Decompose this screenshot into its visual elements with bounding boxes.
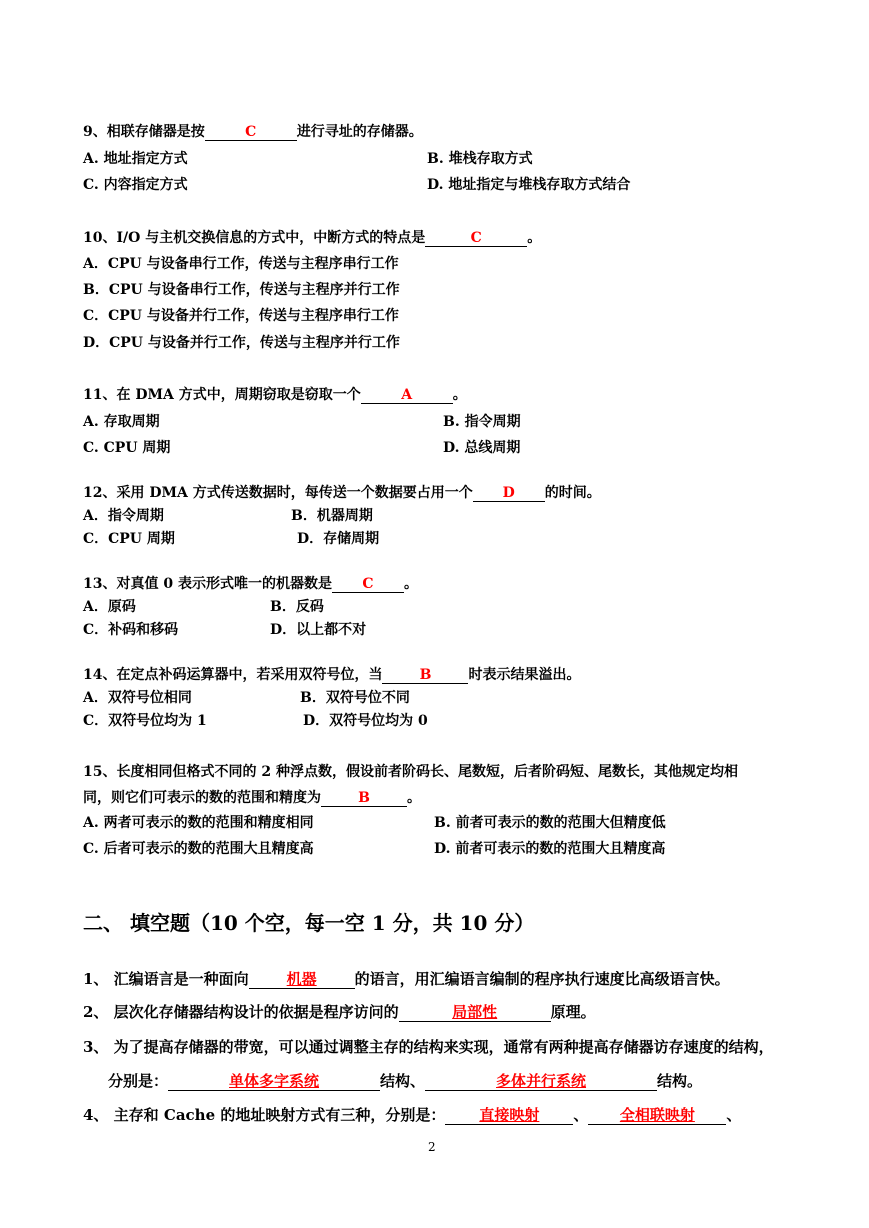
fill3-line2: [108, 1071, 702, 1091]
q10-blank: [425, 230, 527, 247]
fill2-blank: [399, 1003, 551, 1022]
q10-answer: C: [470, 230, 482, 246]
q12-answer: D: [502, 485, 515, 501]
q15-option-c: C. 后者可表示的数的范围大且精度高: [83, 841, 314, 857]
q15-blank: [321, 790, 407, 807]
q9-answer: C: [245, 124, 257, 140]
q15-option-b: B. 前者可表示的数的范围大但精度低: [434, 815, 666, 831]
q13-text: 13、对真值 0 表示形式唯一的机器数是: [83, 576, 332, 592]
q10-option-b: B．CPU 与设备串行工作，传送与主程序并行工作: [83, 282, 400, 298]
q15-stem-line2: [83, 789, 421, 807]
q12-blank: [473, 485, 545, 502]
q12-option-a: A．指令周期: [83, 508, 164, 524]
q13-stem: [83, 575, 418, 593]
q12-text-end: 的时间。: [544, 485, 601, 501]
q12-option-d: D．存储周期: [297, 531, 380, 547]
q14-option-c: C．双符号位均为 1: [83, 713, 207, 729]
q15-option-d: D. 前者可表示的数的范围大且精度高: [434, 841, 666, 857]
q11-option-b: B. 指令周期: [443, 414, 521, 430]
q9-option-c: C. 内容指定方式: [83, 177, 188, 193]
q9-option-a: A. 地址指定方式: [83, 151, 188, 167]
q14-stem: [83, 666, 580, 684]
page-number: 2: [428, 1140, 436, 1154]
fill2: [83, 1002, 596, 1022]
q15-answer: B: [358, 790, 370, 806]
fill1-text: 1、 汇编语言是一种面向: [83, 970, 249, 988]
fill4: [83, 1105, 741, 1125]
q15-text-end: 。: [407, 790, 421, 806]
q14-option-b: B．双符号位不同: [300, 690, 410, 706]
fill4-answer1: 直接映射: [479, 1106, 540, 1124]
fill4-answer2: 全相联映射: [619, 1106, 695, 1124]
fill2-answer: 局部性: [452, 1003, 498, 1021]
q12-text: 12、采用 DMA 方式传送数据时，每传送一个数据要占用一个: [83, 485, 473, 501]
q10-option-d: D．CPU 与设备并行工作，传送与主程序并行工作: [83, 335, 400, 351]
fill4-blank1: [445, 1106, 573, 1125]
section-heading: 二、 填空题（10 个空，每一空 1 分，共 10 分）: [83, 911, 535, 935]
q10-text-end: 。: [527, 230, 542, 246]
q14-text: 14、在定点补码运算器中，若采用双符号位，当: [83, 667, 383, 683]
q15-text: 同，则它们可表示的数的范围和精度为: [83, 790, 321, 806]
fill3-answer1: 单体多字系统: [229, 1072, 320, 1090]
q10-stem: [83, 229, 541, 247]
fill1-blank: [249, 970, 355, 989]
q12-stem: [83, 484, 601, 502]
fill3-text: 分别是：: [108, 1072, 169, 1090]
q14-answer: B: [419, 667, 432, 683]
q9-blank: [205, 124, 297, 141]
fill1: [83, 969, 730, 989]
fill4-text: 4、 主存和 Cache 的地址映射方式有三种，分别是：: [83, 1106, 446, 1124]
q10-option-c: C．CPU 与设备并行工作，传送与主程序串行工作: [83, 308, 399, 324]
q14-option-d: D．双符号位均为 0: [303, 713, 428, 729]
fill3-text-mid: 结构、: [380, 1072, 426, 1090]
fill4-text-mid: 、: [573, 1106, 589, 1124]
fill4-blank2: [588, 1106, 726, 1125]
q11-option-a: A. 存取周期: [83, 414, 160, 430]
q11-text: 11、在 DMA 方式中，周期窃取是窃取一个: [83, 387, 361, 403]
q11-stem: [83, 386, 467, 404]
q12-option-b: B．机器周期: [291, 508, 373, 524]
q13-option-a: A．原码: [83, 599, 136, 615]
q9-text-end: 进行寻址的存储器。: [296, 124, 423, 140]
fill3-blank2: [425, 1072, 657, 1091]
fill2-text-end: 原理。: [550, 1003, 596, 1021]
q11-option-c: C. CPU 周期: [83, 440, 171, 456]
q15-option-a: A. 两者可表示的数的范围和精度相同: [83, 815, 314, 831]
q13-blank: [332, 576, 404, 593]
fill4-text-end: 、: [726, 1106, 742, 1124]
q11-answer: A: [401, 387, 413, 403]
fill2-text: 2、 层次化存储器结构设计的依据是程序访问的: [83, 1003, 399, 1021]
q10-option-a: A．CPU 与设备串行工作，传送与主程序串行工作: [83, 256, 399, 272]
q13-answer: C: [362, 576, 374, 592]
q13-option-b: B．反码: [270, 599, 324, 615]
q14-blank: [382, 667, 468, 684]
q9-text: 9、相联存储器是按: [83, 124, 205, 140]
q12-option-c: C．CPU 周期: [83, 531, 175, 547]
q9-option-d: D. 地址指定与堆栈存取方式结合: [427, 177, 631, 193]
q11-blank: [361, 387, 453, 404]
fill3-line1: 3、 为了提高存储器的带宽，可以通过调整主存的结构来实现，通常有两种提高存储器访存速度的结构，: [83, 1038, 774, 1056]
q11-text-end: 。: [452, 387, 467, 403]
fill3-blank1: [168, 1072, 380, 1091]
q13-option-d: D．以上都不对: [270, 622, 367, 638]
q11-option-d: D. 总线周期: [443, 440, 521, 456]
q14-text-end: 时表示结果溢出。: [468, 667, 581, 683]
fill3-answer2: 多体并行系统: [496, 1072, 587, 1090]
q10-text: 10、I/O 与主机交换信息的方式中，中断方式的特点是: [83, 230, 426, 246]
q13-option-c: C．补码和移码: [83, 622, 179, 638]
q13-text-end: 。: [403, 576, 418, 592]
q15-stem-line1: 15、长度相同但格式不同的 2 种浮点数，假设前者阶码长、尾数短，后者阶码短、尾数长，其他规定均相: [83, 764, 738, 780]
q9-option-b: B. 堆栈存取方式: [427, 151, 533, 167]
q14-option-a: A．双符号位相同: [83, 690, 192, 706]
fill3-text-end: 结构。: [657, 1072, 703, 1090]
q9-stem: [83, 123, 423, 141]
fill1-text-end: 的语言，用汇编语言编制的程序执行速度比高级语言快。: [354, 970, 730, 988]
fill1-answer: 机器: [286, 970, 317, 988]
